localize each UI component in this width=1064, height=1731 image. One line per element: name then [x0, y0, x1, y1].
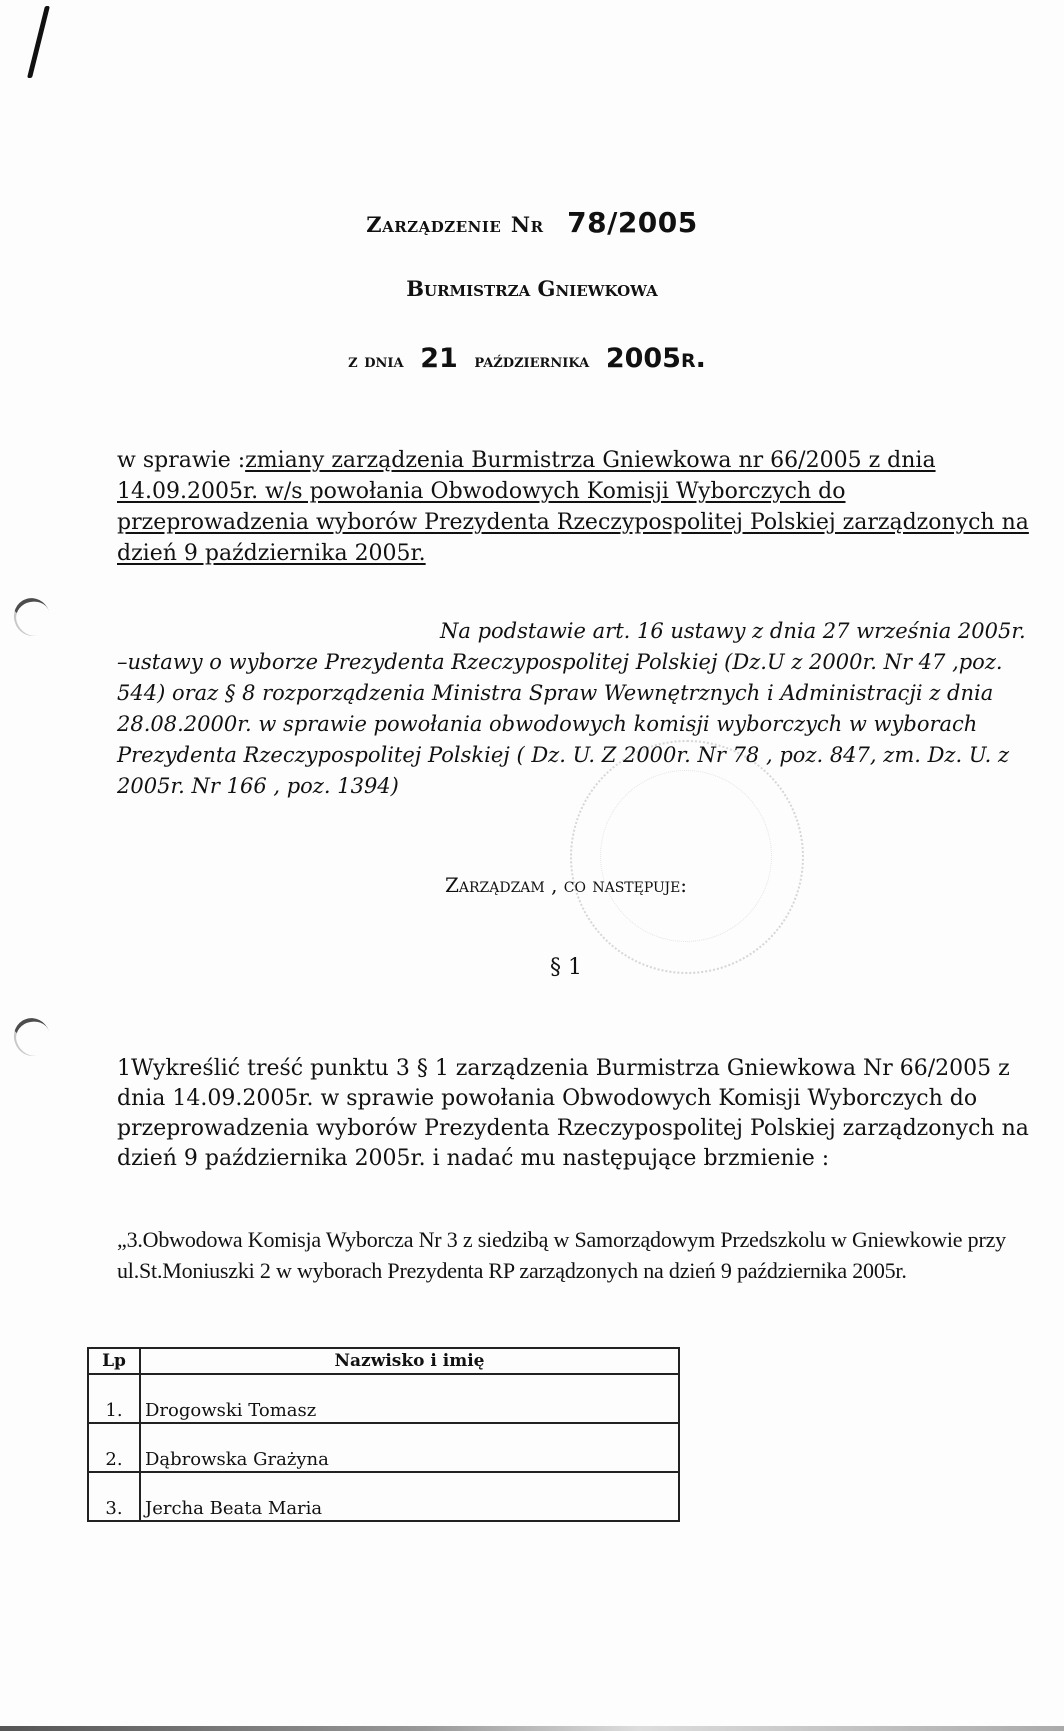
- row-name: Dąbrowska Grażyna: [140, 1423, 679, 1472]
- title-nr: Nr: [510, 212, 544, 237]
- column-header-lp: Lp: [88, 1348, 140, 1374]
- table-row: [88, 1472, 679, 1521]
- subject-section: [117, 445, 1037, 569]
- table-row: [88, 1423, 679, 1472]
- row-lp: 1.: [88, 1374, 140, 1423]
- row-name: Jercha Beata Maria: [140, 1472, 679, 1521]
- document-date: [0, 343, 1064, 374]
- title-word: Zarządzenie: [366, 212, 502, 237]
- row-name: Drogowski Tomasz: [140, 1374, 679, 1423]
- document-title: [0, 206, 1064, 239]
- table-header-row: [88, 1348, 679, 1374]
- row-lp: 2.: [88, 1423, 140, 1472]
- column-header-name: Nazwisko i imię: [140, 1348, 679, 1374]
- table-row: [88, 1374, 679, 1423]
- members-table: [87, 1347, 680, 1522]
- legal-basis: [117, 616, 1042, 802]
- order-heading: Zarządzam , co następuje:: [444, 873, 688, 897]
- scan-bottom-edge: [0, 1726, 1064, 1731]
- date-month: października: [474, 350, 590, 372]
- subject-lead: w sprawie :: [117, 448, 246, 473]
- date-prefix: z dnia: [348, 350, 404, 372]
- handwritten-slash-mark: [27, 6, 50, 78]
- body-paragraph: 1Wykreślić treść punktu 3 § 1 zarządzenia Burmistrza Gniewkowa Nr 66/2005 z dnia 14.09.2005r. w sprawie powołania Obwodowych Komisji Wyborczych do przeprowadzenia wyborów Prezydenta Rzeczypospolitej Polskiej zarządzonych na dzień 9 października 2005r. i nadać mu następujące brzmienie :: [117, 1056, 1029, 1171]
- issuer: Burmistrza Gniewkowa: [406, 276, 658, 301]
- subject-text: zmiany zarządzenia Burmistrza Gniewkowa nr 66/2005 z dnia 14.09.2005r. w/s powołania Obwodowych Komisji Wyborczych do przeprowadzenia wyborów Prezydenta Rzeczypospolitej Polskiej zarządzonych na dzień 9 października 2005r.: [117, 448, 1029, 566]
- date-day: 21: [420, 343, 458, 374]
- title-number: 78/2005: [567, 206, 698, 239]
- paragraph-mark: § 1: [550, 955, 582, 980]
- legal-basis-text: Na podstawie art. 16 ustawy z dnia 27 września 2005r. –ustawy o wyborze Prezydenta Rzeczypospolitej Polskiej (Dz.U z 2000r. Nr 47 ,poz. 544) oraz § 8 rozporządzenia Ministra Spraw Wewnętrznych i Administracji z dnia 28.08.2000r. w sprawie powołania obwodowych komisji wyborczych w wyborach Prezydenta Rzeczypospolitej Polskiej ( Dz. U. Z 2000r. Nr 78 , poz. 847, zm. Dz. U. z 2005r. Nr 166 , poz. 1394): [117, 619, 1026, 798]
- punch-hole-shadow: [9, 1013, 56, 1061]
- new-wording: „3.Obwodowa Komisja Wyborcza Nr 3 z siedzibą w Samorządowym Przedszkolu w Gniewkowie przy ul.St.Moniuszki 2 w wyborach Prezydenta RP zarządzonych na dzień 9 października 2005r.: [117, 1227, 1006, 1283]
- punch-hole-shadow: [9, 593, 56, 641]
- date-year: 2005r.: [605, 343, 706, 374]
- row-lp: 3.: [88, 1472, 140, 1521]
